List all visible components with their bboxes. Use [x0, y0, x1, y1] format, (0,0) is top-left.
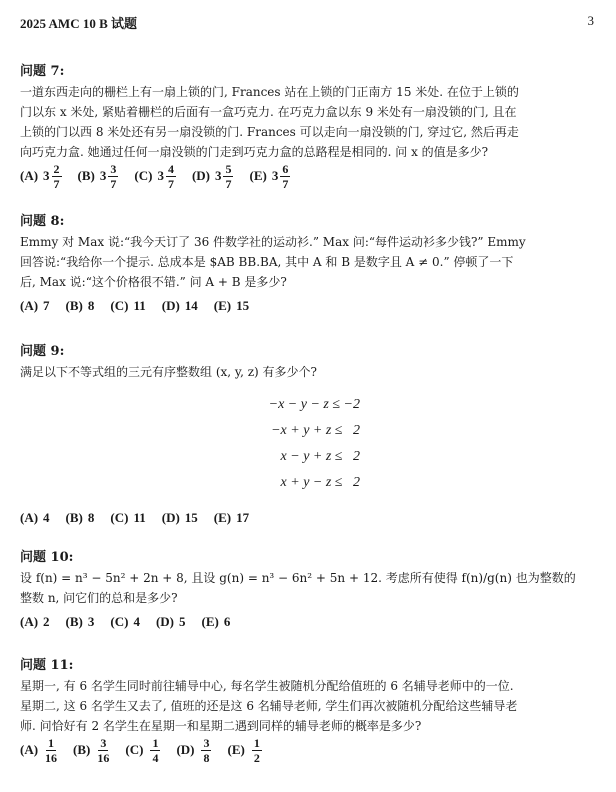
answer-choices [20, 292, 596, 320]
problem-title: 问题 8: [20, 214, 65, 229]
choice-c[interactable] [110, 614, 140, 630]
choice-value: 11 [133, 298, 146, 313]
denominator: 16 [97, 750, 110, 765]
choice-label: (E) [213, 298, 232, 313]
choice-value: 11 [133, 510, 146, 525]
problem-line: 门以东 x 米处, 紧贴着栅栏的后面有一盒巧克力. 在巧克力盒以东 9 米处有一扇没锁的门, 且在 [20, 105, 517, 119]
numerator: 3 [203, 735, 210, 750]
choice-d[interactable] [192, 163, 234, 190]
choice-label: (B) [65, 510, 83, 525]
numerator: 6 [282, 161, 289, 176]
problem-line: 一道东西走向的栅栏上有一扇上锁的门, Frances 站在上锁的门正南方 15 米处. 在位于上锁的 [20, 85, 519, 99]
problem-line: 上锁的门以西 8 米处还有另一扇没锁的门. Frances 可以走向一扇没锁的门, 穿过它, 然后再走 [20, 125, 519, 139]
choice-b[interactable] [66, 510, 95, 526]
choice-label: (B) [73, 742, 91, 757]
choice-label: (A) [20, 742, 39, 757]
choice-b[interactable] [66, 298, 95, 314]
denominator: 16 [45, 750, 58, 765]
numerator: 1 [48, 735, 55, 750]
choice-c[interactable] [110, 298, 145, 314]
choice-value: 8 [87, 510, 95, 525]
choice-d[interactable] [162, 298, 198, 314]
choice-a[interactable] [20, 298, 50, 314]
choice-label: (A) [20, 168, 39, 183]
choice-value: 2 [43, 614, 50, 629]
choice-value: 15 [236, 298, 250, 313]
choice-value: 4 [43, 510, 50, 525]
choice-c[interactable] [110, 510, 145, 526]
choice-label: (B) [77, 168, 95, 183]
problem-line: Emmy 对 Max 说:“我今天订了 36 件数学社的运动衫.” Max 问:“每件运动衫多少钱?” Emmy [20, 235, 526, 249]
choice-value: 5 [178, 614, 186, 629]
inequality: x + y − z ≤ 2 [280, 475, 360, 490]
fraction [280, 163, 290, 190]
numerator: 2 [53, 161, 60, 176]
choice-value: 3 [87, 614, 95, 629]
fraction [201, 737, 211, 764]
inequality: −x + y + z ≤ 2 [271, 423, 360, 438]
problem-line: 向巧克力盒. 她通过任何一扇没锁的门走到巧克力盒的总路程是相同的. 问 x 的值是多少? [20, 145, 489, 159]
problem-line: 星期一, 有 6 名学生同时前往辅导中心, 每名学生被随机分配给值班的 6 名辅导老师中的一位. [20, 679, 514, 693]
choice-e[interactable] [214, 298, 249, 314]
choice-a[interactable] [20, 614, 50, 630]
fraction [97, 737, 109, 764]
choice-label: (E) [201, 614, 219, 629]
problem-title: 问题 10: [20, 550, 74, 565]
numerator: 5 [225, 161, 232, 176]
problem-title: 问题 7: [20, 64, 65, 79]
choice-e[interactable] [214, 510, 249, 526]
denominator: 7 [110, 176, 117, 191]
inequality: −x − y − z ≤ −2 [268, 397, 360, 412]
numerator: 1 [152, 735, 159, 750]
page-number: 3 [587, 13, 594, 28]
denominator: 8 [203, 750, 210, 765]
choice-label: (B) [65, 298, 83, 313]
denominator: 7 [53, 176, 60, 191]
problem-11 [20, 656, 596, 764]
choice-label: (E) [249, 168, 267, 183]
choice-label: (A) [20, 614, 39, 629]
choice-label: (D) [176, 742, 195, 757]
choice-b[interactable] [73, 737, 109, 764]
fraction [150, 737, 160, 764]
problem-8 [20, 212, 596, 320]
mixed-whole: 3 [271, 168, 279, 183]
choice-value: 4 [133, 614, 140, 629]
choice-a[interactable] [20, 737, 57, 764]
choice-e[interactable] [227, 737, 261, 764]
choice-b[interactable] [66, 614, 95, 630]
numerator: 3 [110, 161, 117, 176]
choice-b[interactable] [78, 163, 119, 190]
choice-label: (D) [191, 168, 210, 183]
choice-value: 17 [236, 510, 250, 525]
choice-d[interactable] [176, 737, 211, 764]
denominator: 7 [167, 176, 174, 191]
problem-10 [20, 548, 596, 636]
fraction [223, 163, 233, 190]
inequality-system [250, 392, 360, 496]
choice-value: 15 [184, 510, 198, 525]
denominator: 7 [225, 176, 232, 191]
mixed-whole: 3 [157, 168, 164, 183]
choice-label: (D) [161, 510, 180, 525]
choice-label: (C) [134, 168, 153, 183]
choice-d[interactable] [162, 510, 198, 526]
mixed-whole: 3 [43, 168, 50, 183]
numerator: 1 [253, 735, 260, 750]
answer-choices [20, 162, 596, 190]
fraction [45, 737, 57, 764]
inequality: x − y + z ≤ 2 [280, 449, 360, 464]
problem-7 [20, 62, 596, 190]
choice-label: (C) [110, 614, 129, 629]
problem-title: 问题 9: [20, 344, 65, 359]
fraction [52, 163, 62, 190]
choice-e[interactable] [201, 614, 230, 630]
mixed-whole: 3 [99, 168, 107, 183]
choice-c[interactable] [125, 737, 160, 764]
choice-value: 7 [43, 298, 50, 313]
choice-c[interactable] [134, 163, 176, 190]
mixed-whole: 3 [214, 168, 222, 183]
numerator: 4 [167, 161, 174, 176]
choice-label: (E) [227, 742, 245, 757]
choice-value: 14 [184, 298, 198, 313]
choice-label: (C) [125, 742, 144, 757]
problem-line: 星期二, 这 6 名学生又去了, 值班的还是这 6 名辅导老师, 学生们再次被随机分配给这些辅导老 [20, 699, 518, 713]
choice-label: (B) [65, 614, 83, 629]
choice-label: (A) [20, 298, 39, 313]
problem-line: 回答说:“我给你一个提示. 总成本是 $AB BB.BA, 其中 A 和 B 是数字且 A ≠ 0.” 停顿了一下 [20, 255, 514, 269]
problem-9 [20, 342, 596, 382]
choice-value: 8 [87, 298, 95, 313]
problem-9-choices-wrap [20, 504, 596, 532]
problem-line: 整数 n, 问它们的总和是多少? [20, 591, 178, 605]
answer-choices [20, 504, 596, 532]
problem-line: 设 f(n) = n³ − 5n² + 2n + 8, 且设 g(n) = n³ − 6n² + 5n + 12. 考虑所有使得 f(n)/g(n) 也为整数的 [20, 571, 576, 585]
denominator: 7 [282, 176, 289, 191]
choice-a[interactable] [20, 510, 50, 526]
choice-d[interactable] [156, 614, 186, 630]
choice-label: (A) [20, 510, 39, 525]
problem-line: 后, Max 说:“这个价格很不错.” 问 A + B 是多少? [20, 275, 287, 289]
fraction [108, 163, 118, 190]
numerator: 3 [100, 735, 107, 750]
choice-label: (C) [110, 298, 129, 313]
denominator: 4 [152, 750, 159, 765]
choice-e[interactable] [249, 163, 290, 190]
choice-label: (D) [155, 614, 174, 629]
answer-choices [20, 608, 596, 636]
problem-line: 师. 问恰好有 2 名学生在星期一和星期二遇到同样的辅导老师的概率是多少? [20, 719, 422, 733]
page-header [20, 13, 594, 31]
problem-title: 问题 11: [20, 658, 74, 673]
choice-label: (E) [213, 510, 232, 525]
choice-value: 6 [223, 614, 231, 629]
choice-label: (C) [110, 510, 129, 525]
problem-line: 满足以下不等式组的三元有序整数组 (x, y, z) 有多少个? [20, 365, 317, 379]
fraction [166, 163, 176, 190]
denominator: 2 [253, 750, 260, 765]
choice-label: (D) [161, 298, 180, 313]
fraction [252, 737, 262, 764]
answer-choices [20, 736, 596, 764]
header-title: 2025 AMC 10 B 试题 [20, 16, 138, 31]
choice-a[interactable] [20, 163, 62, 190]
